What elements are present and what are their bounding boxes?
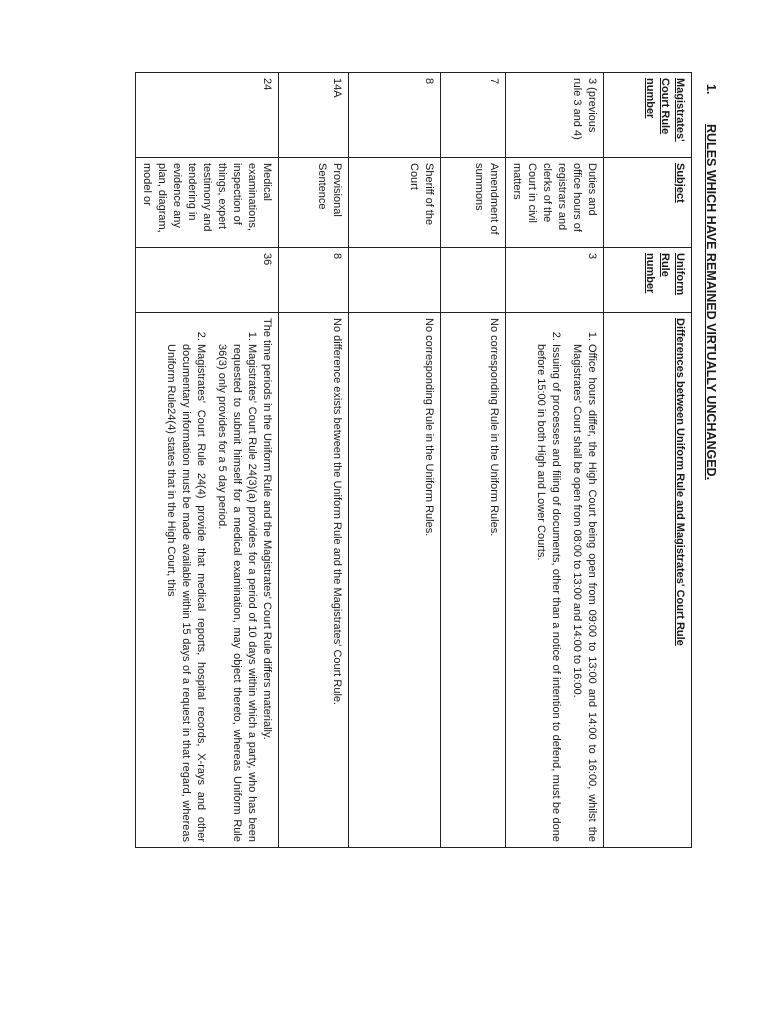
cell-subject: Sheriff of the Court (349, 158, 441, 248)
cell-uniform-rule: 36 (136, 248, 279, 313)
list-item: 2. Magistrates' Court Rule 24(4) provide that medical reports, hospital records, X-rays and other documentary information must be made available within 15 days of a request in that regard, whereas Uniform Rule24(4) states that in the High Court, this (163, 344, 208, 842)
list-item: 2. Issuing of processes and filing of documents, other than a notice of intention to defend, must be done before 15:00 in both High and Lower Courts. (533, 344, 563, 842)
cell-subject: Amendment of summons (441, 158, 506, 248)
table-row (349, 73, 441, 848)
paragraph: The time periods in the Uniform Rule and the Magistrates' Court Rule differs materially. (261, 318, 273, 740)
cell-subject: Medical examinations, inspection of things, expert testimony and tendering in evidence any plan, diagram, model or (136, 158, 279, 248)
cell-differences: No corresponding Rule in the Uniform Rules. (349, 313, 441, 848)
table-row (136, 73, 279, 848)
cell-subject: Provisional Sentence (279, 158, 349, 248)
header-differences: Differences between Uniform Rule and Magistrates' Court Rule (604, 313, 692, 848)
rules-table (135, 72, 692, 848)
table-row (506, 73, 604, 848)
header-uniform-rule: Uniform Rule number (604, 248, 692, 313)
table-row (279, 73, 349, 848)
cell-uniform-rule (441, 248, 506, 313)
cell-differences: No difference exists between the Uniform Rule and the Magistrates' Court Rule. (279, 313, 349, 848)
cell-uniform-rule (349, 248, 441, 313)
table-row (441, 73, 506, 848)
cell-magistrates-rule: 3 (previous rule 3 and 4) (506, 73, 604, 158)
section-number: 1. (704, 84, 718, 95)
cell-differences (506, 313, 604, 848)
cell-uniform-rule: 3 (506, 248, 604, 313)
cell-differences: No corresponding Rule in the Uniform Rules. (441, 313, 506, 848)
cell-uniform-rule: 8 (279, 248, 349, 313)
section-heading (704, 84, 718, 480)
cell-magistrates-rule: 8 (349, 73, 441, 158)
cell-differences (136, 313, 279, 848)
cell-magistrates-rule: 7 (441, 73, 506, 158)
list-item: 1. Office hours differ, the High Court being open from 09:00 to 13:00 and 14:00 to 16:00, whilst the Magistrates' Court shall be open from 08:00 to 13:00 and 14:00 to 16:00. (569, 344, 599, 842)
cell-subject: Duties and office hours of registrars and clerks of the Court in civil matters (506, 158, 604, 248)
table-header-row (604, 73, 692, 848)
cell-magistrates-rule: 24 (136, 73, 279, 158)
cell-magistrates-rule: 14A (279, 73, 349, 158)
header-magistrates-rule: Magistrates' Court Rule number (604, 73, 692, 158)
rotated-page (0, 72, 718, 932)
section-title: RULES WHICH HAVE REMAINED VIRTUALLY UNCHANGED. (704, 124, 718, 481)
header-subject: Subject (604, 158, 692, 248)
list-item: 1. Magistrates' Court Rule 24(3)(a) provides for a period of 10 days within which a party, who has been requested to submit himself for a medical examination, may object thereto, whereas Uniform Rule 36(3) only provides for a 5 day period. (214, 344, 259, 842)
